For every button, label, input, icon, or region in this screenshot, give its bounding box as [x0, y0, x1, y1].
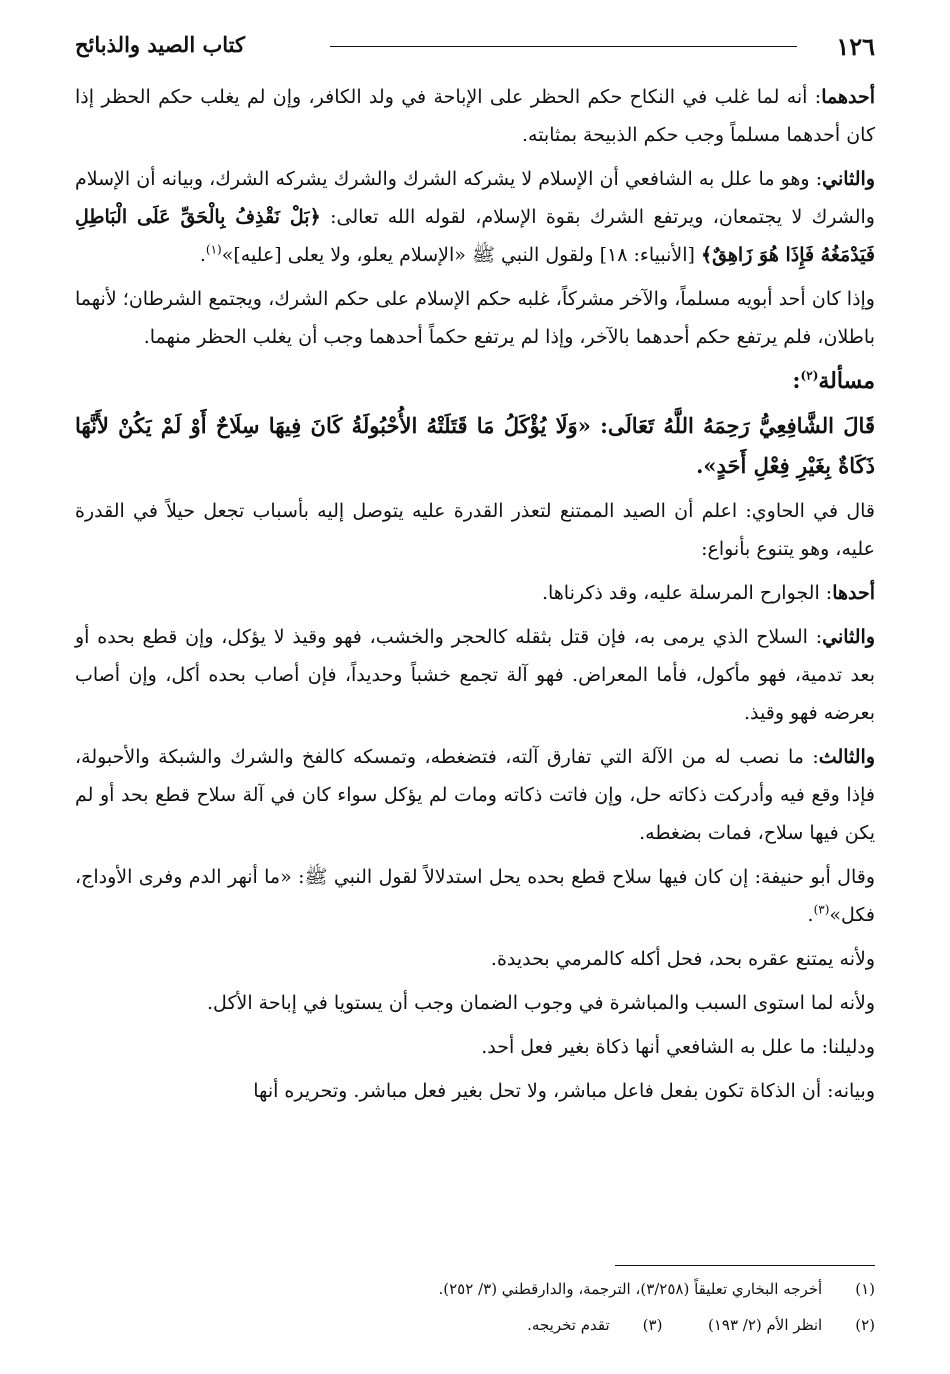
paragraph-lead: والثالث	[818, 746, 875, 768]
footnote-ref: (٣)	[813, 902, 830, 917]
paragraph-10	[75, 984, 875, 1022]
footnote-number: (٣)	[642, 1316, 663, 1334]
paragraph-9	[75, 940, 875, 978]
footnote-text: انظر الأم (٢/ ١٩٣)	[707, 1316, 823, 1334]
paragraph-8: وقال أبو حنيفة: إن كان فيها سلاح قطع بحده يحل استدلالاً لقول النبي ﷺ: «ما أنهر الدم وفرى الأوداج، فكل»$^{(٣)}$.	[75, 866, 875, 926]
paragraph-text: ولأنه يمتنع عقره بحد، فحل أكله كالمرمي بحديدة.	[490, 948, 875, 970]
footnote-ref: (٢)	[800, 368, 819, 383]
paragraph-12	[75, 1072, 875, 1110]
paragraph-text: : الجوارح المرسلة عليه، وقد ذكرناها.	[541, 582, 833, 604]
paragraph-2: والثاني: وهو ما علل به الشافعي أن الإسلام لا يشركه الشرك والشرك يشركه الشرك، وبيانه أن الإسلام والشرك لا يجتمعان، ويرتفع الشرك بقوة الإسلام، لقوله الله تعالى: ﴿بَلْ نَقْذِفُ بِالْحَقِّ عَلَى الْبَاطِلِ فَيَدْمَغُهُ فَإِذَا هُوَ زَاهِقٌ﴾ [الأنبياء: ١٨] ولقول النبي ﷺ «الإسلام يعلو، ولا يعلى [عليه]»$^{(١)}$.	[75, 168, 875, 266]
paragraph-text: قال في الحاوي: اعلم أن الصيد الممتنع لتعذر القدرة عليه يتوصل إليه بأسباب تجعل حيلاً في القدرة عليه، وهو يتنوع بأنواع:	[75, 500, 875, 560]
footnote-ref: (١)	[205, 242, 222, 257]
paragraph-text: : أنه لما غلب في النكاح حكم الحظر على الإباحة في ولد الكافر، وإن لم يغلب حكم الحظر إذا كان أحدهما مسلماً وجب حكم الذبيحة بمثابته.	[75, 86, 875, 146]
section-heading: مسألة$^{(٢)}$:	[792, 368, 875, 394]
paragraph-text: ودليلنا: ما علل به الشافعي أنها ذكاة بغير فعل أحد.	[481, 1036, 875, 1058]
paragraph-3	[75, 280, 875, 356]
paragraph-text: [الأنبياء: ١٨] ولقول النبي ﷺ «الإسلام يعلو، ولا يعلى [عليه]»	[221, 244, 701, 266]
paragraph-6	[75, 618, 875, 732]
heading-text: مسألة	[818, 368, 875, 394]
paragraph-4	[75, 492, 875, 568]
quran-verse: ﴿بَلْ نَقْذِفُ بِالْحَقِّ عَلَى الْبَاطِلِ فَيَدْمَغُهُ فَإِذَا هُوَ زَاهِقٌ﴾	[75, 206, 875, 266]
running-title: كتاب الصيد والذبائح	[75, 32, 245, 57]
paragraph-lead: أحدهما	[821, 86, 875, 108]
paragraph-lead: أحدها	[832, 582, 875, 604]
paragraph-text: وإذا كان أحد أبويه مسلماً، والآخر مشركاً، غلبه حكم الإسلام على حكم الشرك، ويجتمع الشرطان؛ لأنهما باطلان، فلم يرتفع حكم أحدهما بالآخر، وإذا لم يرتفع حكماً أحدهما وجب أن يغلب الحظر منهما.	[75, 288, 875, 348]
footnote-rule	[615, 1265, 875, 1266]
paragraph-text: وبيانه: أن الذكاة تكون بفعل فاعل مباشر، ولا تحل بغير فعل مباشر. وتحريره أنها	[253, 1080, 875, 1102]
paragraph-lead: والثاني	[822, 168, 875, 190]
footnote-2-3	[75, 1316, 875, 1334]
paragraph-text: : السلاح الذي يرمى به، فإن قتل بثقله كالحجر والخشب، فهو وقيذ لا يؤكل، وإن قطع بحده أو بعد تدمية، فهو مأكول، فأما المعراض. فهو آلة تجمع خشباً وحديداً، فإن أصاب بحده أكل، وإن أصاب بعرضه فهو وقيذ.	[75, 626, 875, 724]
main-text	[75, 78, 875, 1110]
paragraph-1	[75, 78, 875, 154]
imam-statement	[75, 406, 875, 486]
page-header	[75, 28, 875, 68]
paragraph-text: : ما نصب له من الآلة التي تفارق آلته، فتضغطه، وتمسكه كالفخ والشرك والشبكة والأحبولة، فإذا وقع فيه وأدركت ذكاته حل، وإن فاتت ذكاته ومات لم يؤكل سواء كان في آلة سلاح قطع بحد أو لم يكن فيها سلاح، فمات بضغطه.	[75, 746, 875, 844]
book-page	[75, 28, 875, 1348]
paragraph-11	[75, 1028, 875, 1066]
paragraph-7	[75, 738, 875, 852]
footnote-number: (٢)	[855, 1316, 875, 1334]
paragraph-5	[75, 574, 875, 612]
statement-text: قَالَ الشَّافِعِيُّ رَحِمَهُ اللَّهُ تَعَالَى: «وَلَا يُؤْكَلُ مَا قَتَلَتْهُ الأُحْبُولَةُ كَانَ فِيهَا سِلَاحٌ أَوْ لَمْ يَكُنْ لأَنَّهَا ذَكَاةٌ بِغَيْرِ فِعْلِ أَحَدٍ».	[75, 413, 875, 478]
footnote-text: تقدم تخريجه.	[527, 1316, 610, 1334]
paragraph-text: وقال أبو حنيفة: إن كان فيها سلاح قطع بحده يحل استدلالاً لقول النبي ﷺ: «ما أنهر الدم وفرى الأوداج، فكل»	[75, 866, 875, 926]
header-rule	[330, 46, 797, 47]
footnote-text: أخرجه البخاري تعليقاً (٣/٢٥٨)، الترجمة، والدارقطني (٣/ ٢٥٢).	[438, 1280, 823, 1298]
paragraph-text: : وهو ما علل به الشافعي أن الإسلام لا يشركه الشرك والشرك يشركه الشرك، وبيانه أن الإسلام والشرك لا يجتمعان، ويرتفع الشرك بقوة الإسلام، لقوله الله تعالى:	[75, 168, 875, 228]
paragraph-text: ولأنه لما استوى السبب والمباشرة في وجوب الضمان وجب أن يستويا في إباحة الأكل.	[207, 992, 875, 1014]
footnote-number: (١)	[855, 1280, 875, 1298]
paragraph-lead: والثاني	[822, 626, 875, 648]
footnote-1	[75, 1280, 875, 1298]
page-number: ١٢٦	[836, 32, 875, 61]
